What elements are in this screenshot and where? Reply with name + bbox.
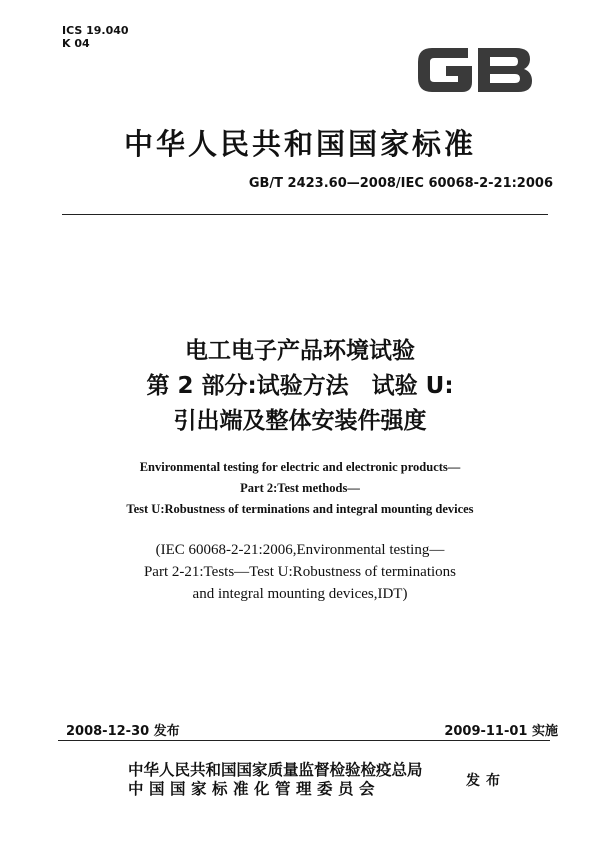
header-divider: [62, 214, 548, 215]
english-title-line-3: Test U:Robustness of terminations and integral mounting devices: [126, 502, 474, 516]
english-title-line-1: Environmental testing for electric and electronic products—: [139, 460, 461, 474]
publish-label: 发布: [466, 773, 506, 789]
classification-codes: [62, 24, 129, 50]
iec-reference-line-3: and integral mounting devices,IDT): [192, 586, 408, 602]
issuer-sac: 中国国家标准化管理委员会: [128, 780, 381, 798]
iec-reference-line-2: Part 2-21:Tests—Test U:Robustness of terminations: [143, 564, 457, 580]
issue-date: 2008-12-30 发布: [66, 724, 180, 739]
chinese-title-line-3: 引出端及整体安装件强度: [173, 408, 427, 434]
gb-logo-text: GB: [412, 38, 414, 39]
chinese-title-line-1: 电工电子产品环境试验: [185, 338, 415, 364]
english-title: [0, 457, 600, 520]
standard-number: GB/T 2423.60—2008/IEC 60068-2-21:2006: [248, 176, 553, 191]
iec-reference-line-1: (IEC 60068-2-21:2006,Environmental testing—: [155, 542, 445, 558]
implementation-date: 2009-11-01 实施: [444, 724, 558, 739]
ics-code: ICS 19.040: [62, 24, 129, 37]
main-title: 中华人民共和国国家标准: [123, 127, 476, 161]
chinese-title-line-2: 第 2 部分:试验方法 试验 U:: [146, 373, 454, 399]
english-title-line-2: Part 2:Test methods—: [240, 481, 360, 495]
issuing-authorities: [128, 761, 423, 799]
chinese-title: [0, 334, 600, 439]
ccs-code: K 04: [62, 37, 90, 50]
iec-reference: [0, 539, 600, 605]
issuer-aqsiq: 中华人民共和国国家质量监督检验检疫总局: [128, 761, 423, 779]
gb-logo: [412, 38, 536, 102]
footer-divider: [58, 740, 550, 741]
